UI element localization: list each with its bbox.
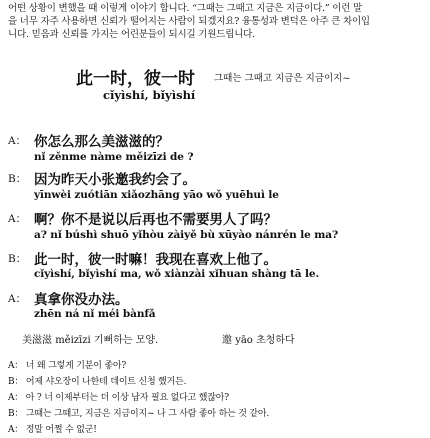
dialogue-speaker: A： — [8, 213, 27, 225]
dialogue-hanzi: 真拿你没办法。 — [34, 292, 129, 308]
dialogue-speaker: A： — [8, 293, 27, 305]
translation-speaker: A： — [8, 425, 24, 435]
vocab-pinyin: yāo — [235, 335, 253, 346]
translation-speaker: A： — [8, 393, 24, 403]
vocab-word: 邀 — [222, 335, 232, 346]
vocab-item — [222, 331, 295, 346]
vocab-pinyin: měizīzi — [55, 335, 91, 346]
vocab-meaning: 초청하다 — [256, 335, 295, 346]
idiom-korean-meaning: 그때는 그때고 지금은 지금이지~ — [214, 73, 351, 84]
translation-text: 아 ? 너 이제부터는 더 이상 남자 필요 없다고 했잖아? — [25, 393, 229, 403]
translation-line — [8, 406, 269, 419]
vocab-word: 美滋滋 — [22, 335, 52, 346]
translation-text: 정말 어쩔 수 없군! — [25, 425, 97, 435]
translation-text: 어제 샤오장이 나한테 데이트 신청 했거든. — [25, 377, 187, 387]
dialogue-pinyin: nǐ zěnme nàme měizīzi de ? — [34, 151, 194, 163]
dialogue-speaker: B： — [8, 253, 27, 265]
translation-speaker: A： — [8, 361, 24, 371]
idiom-heading: 此一时，彼一时 — [76, 69, 195, 89]
vocab-item — [22, 331, 158, 346]
dialogue-hanzi: 啊？你不是说以后再也不需要男人了吗？ — [34, 212, 277, 228]
intro-line-3: 니다. 믿음과 신뢰를 가지는 어린분들이 되시길 기원드립니다. — [8, 29, 255, 40]
translation-line — [8, 390, 229, 403]
dialogue-hanzi: 此一时，彼一时嘛！我现在喜欢上他了。 — [34, 252, 277, 268]
translation-text: 너 왜 그렇게 기분이 좋아? — [25, 361, 126, 371]
vocab-meaning: 기뻐하는 모양. — [93, 335, 159, 346]
translation-speaker: B： — [8, 377, 24, 387]
intro-line-2: 을 너무 자주 사용하면 신뢰가 떨어지는 사람이 되겠지요? 융통성과 변덕은 아주 큰 차이입 — [8, 16, 370, 27]
intro-line-1: 어떤 상황이 변했을 때 이렇게 이야기 합니다. “그때는 그때고 지금은 지금이다.” 이런 말 — [8, 3, 363, 14]
dialogue-pinyin: zhēn ná nǐ méi bànfǎ — [34, 308, 156, 320]
translation-text: 그때는 그때고, 지금은 지금이지~ 나 그 사람 좋아 하는 것 같아. — [25, 409, 270, 419]
dialogue-pinyin: a? nǐ búshì shuō yǐhòu zàiyě bù xūyào nánrén le ma? — [34, 229, 339, 241]
translation-speaker: B： — [8, 409, 24, 419]
dialogue-pinyin: yīnwèi zuótiān xiǎozhāng yāo wǒ yuēhuì le — [34, 189, 279, 201]
dialogue-speaker: A： — [8, 135, 27, 147]
translation-line — [8, 358, 126, 371]
dialogue-hanzi: 因为昨天小张邀我约会了。 — [34, 172, 196, 188]
idiom-pinyin: cǐyìshí, bǐyìshí — [103, 88, 196, 102]
dialogue-pinyin: cǐyìshí, bǐyìshí ma, wǒ xiànzài xǐhuan shàng tā le. — [34, 268, 320, 280]
dialogue-speaker: B： — [8, 173, 27, 185]
translation-line — [8, 422, 97, 435]
dialogue-hanzi: 你怎么那么美滋滋的？ — [34, 134, 169, 150]
translation-line — [8, 374, 186, 387]
